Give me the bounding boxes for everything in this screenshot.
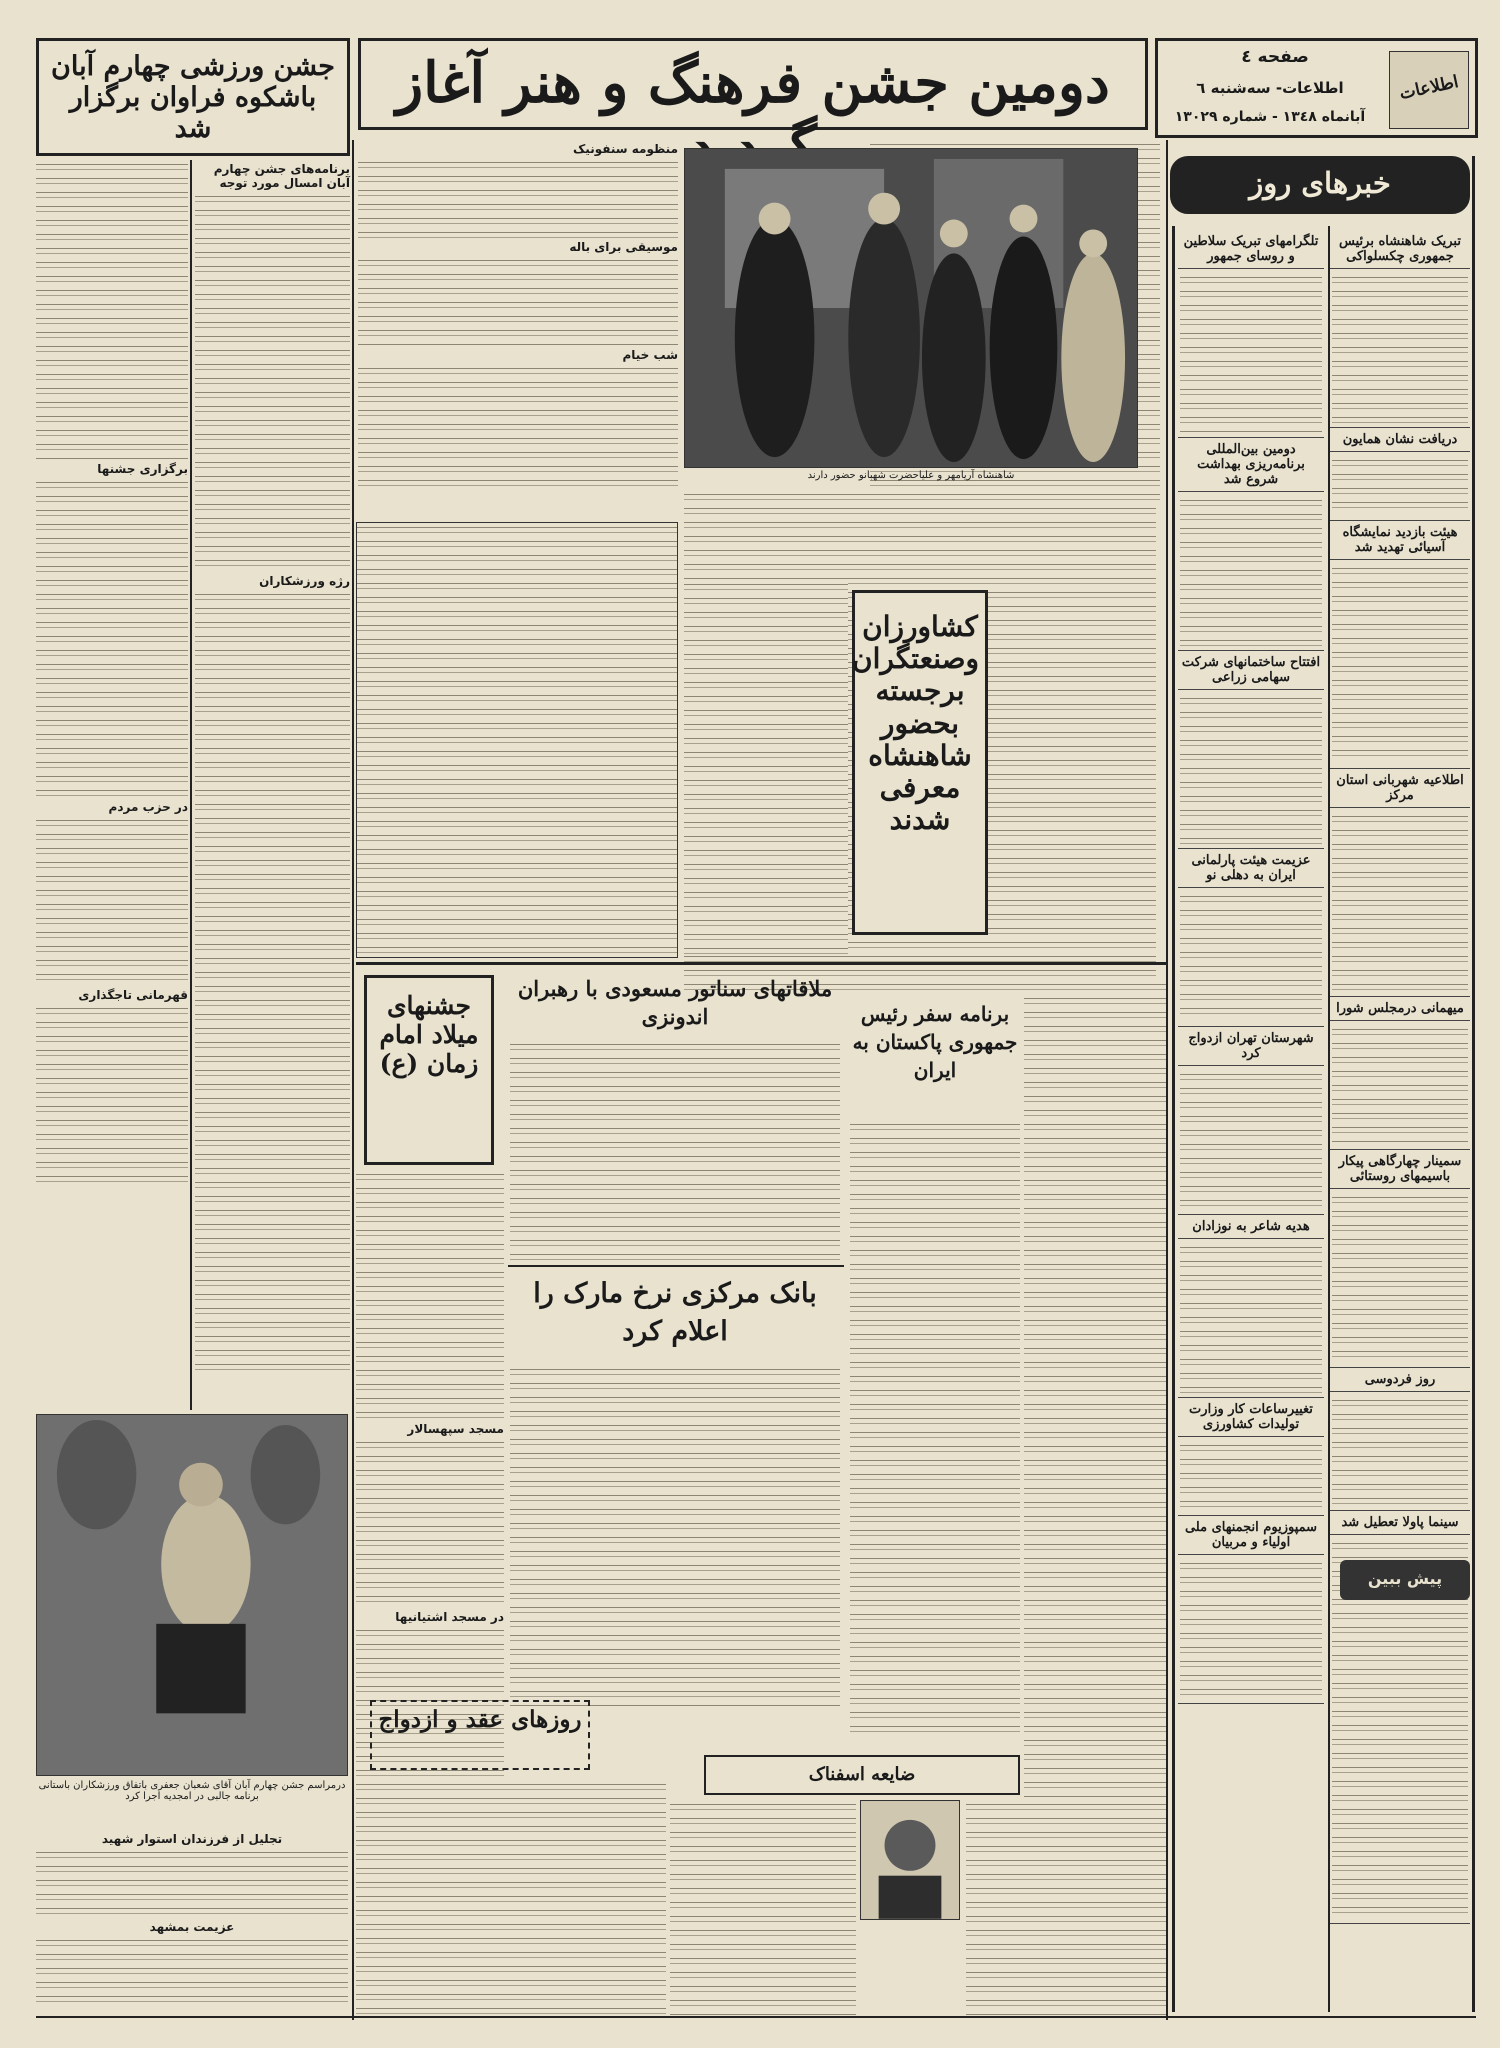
news-item: تغییرساعات کار وزارت تولیدات کشاورزی bbox=[1178, 1398, 1324, 1437]
sports-subhead-2: برگزاری جشنها bbox=[97, 462, 188, 476]
obituary-photo bbox=[860, 1800, 960, 1920]
pakistan-article-right bbox=[1024, 980, 1168, 1800]
news-header: خبرهای روز bbox=[1249, 166, 1391, 200]
news-item: میهمانی درمجلس شورا bbox=[1330, 997, 1470, 1021]
main-headline: دومین جشن فرهنگ و هنر آغاز bbox=[396, 50, 1110, 116]
marriage-box bbox=[370, 1700, 590, 1770]
news-col-left bbox=[1178, 226, 1324, 2012]
news-item: تلگرامهای تبریک سلاطین و روسای جمهور bbox=[1178, 230, 1324, 269]
wrestler-figure bbox=[37, 1415, 347, 1775]
subhead-sepahsalar-mosque: مسجد سپهسالار bbox=[407, 1422, 504, 1436]
news-right-headlines bbox=[1330, 230, 1470, 1924]
farmers-article-2 bbox=[684, 580, 848, 955]
news-item: هیئت بازدید نمایشگاه آسیائی تهدید شد bbox=[1330, 521, 1470, 560]
news-item: دریافت نشان همایون bbox=[1330, 428, 1470, 452]
sports-article-col2 bbox=[36, 160, 188, 1410]
pakistan-headline: برنامه سفر رئیس جمهوری پاکستان به ایران bbox=[852, 1002, 1018, 1082]
newspaper-logo bbox=[1389, 51, 1469, 129]
marriage-article bbox=[356, 1780, 666, 2015]
pakistan-article bbox=[850, 1120, 1020, 1740]
news-item: عزیمت هیئت پارلمانی ایران به دهلی نو bbox=[1178, 849, 1324, 888]
news-item: سمینار چهارگاهی پیکار باسیمهای روستائی bbox=[1330, 1150, 1470, 1189]
bank-headline: بانک مرکزی نرخ مارک را اعلام کرد bbox=[533, 1278, 817, 1347]
sports-article-col1 bbox=[195, 160, 350, 1420]
news-col-right bbox=[1330, 226, 1470, 2012]
mashhad-departure-headline: عزیمت بمشهد bbox=[149, 1920, 235, 1934]
farmers-article bbox=[356, 522, 678, 958]
news-item: روز فردوسی bbox=[1330, 1368, 1470, 1392]
main-headline-box bbox=[358, 38, 1148, 130]
news-item: هدیه شاعر به نوزادان bbox=[1178, 1215, 1324, 1239]
ceremony-photo-caption: شاهنشاه آریامهر و علیاحضرت شهبانو حضور دارند bbox=[807, 470, 1015, 481]
news-item: تبریک شاهنشاه برئیس جمهوری چکسلواکی bbox=[1330, 230, 1470, 269]
marriage-headline: روزهای عقد و ازدواج bbox=[378, 1706, 582, 1733]
portrait-icon bbox=[861, 1801, 959, 1919]
news-item: اطلاعیه شهربانی استان مرکز bbox=[1330, 769, 1470, 808]
news-item: سمپوزیوم انجمنهای ملی اولیاء و مربیان bbox=[1178, 1516, 1324, 1555]
sports-photo-caption: درمراسم جشن چهارم آبان آقای شعبان جعفری باتفاق ورزشکاران باستانی برنامه جالبی در امجدیه اجرا کرد bbox=[38, 1780, 346, 1802]
issue-line: اطلاعات- سه‌شنبه ٦ bbox=[1196, 79, 1344, 97]
sports-headline-box bbox=[36, 38, 350, 156]
news-item: دومین بین‌المللی برنامه‌ریزی بهداشت شروع شد bbox=[1178, 438, 1324, 492]
martyr-children-headline: تجلیل از فرزندان استوار شهید bbox=[101, 1832, 283, 1846]
sports-photo bbox=[36, 1414, 348, 1776]
sports-subhead-3: در حزب مردم bbox=[108, 800, 188, 814]
obituary-article bbox=[670, 1800, 856, 2015]
logo-text: اطلاعات bbox=[1397, 72, 1461, 104]
news-header-box bbox=[1170, 156, 1470, 214]
date-line: آبانماه ۱۳٤۸ - شماره ۱۳۰۲۹ bbox=[1174, 109, 1366, 125]
page-number: صفحه ٤ bbox=[1241, 47, 1309, 67]
bank-article bbox=[510, 1365, 840, 1710]
obituary-article-right bbox=[966, 1800, 1166, 2015]
milad-box bbox=[364, 975, 494, 1165]
masthead-box bbox=[1155, 38, 1478, 138]
sports-subhead-4: قهرمانی تاجگذاری bbox=[78, 988, 188, 1002]
senator-headline: ملاقاتهای سناتور مسعودی با رهبران اندونزی bbox=[517, 976, 833, 1029]
sports-subhead-1: برنامه‌های جشن چهارم آبان امسال مورد توجه bbox=[213, 162, 350, 190]
sports-headline: جشن ورزشی چهارم آبان باشکوه فراوان برگزار شد bbox=[51, 51, 335, 145]
obituary-headline: ضایعه اسفناک bbox=[808, 1764, 916, 1785]
senator-article bbox=[510, 1040, 840, 1260]
subhead-khayyam-night: شب خیام bbox=[622, 348, 678, 362]
subhead-ballet-music: موسیقی برای باله bbox=[569, 240, 678, 254]
ceremony-photo-figures bbox=[685, 149, 1137, 467]
farmers-box bbox=[852, 590, 988, 935]
news-item: شهرستان تهران ازدواج کرد bbox=[1178, 1027, 1324, 1066]
subhead-symphonic: منظومه سنفونیک bbox=[573, 142, 678, 156]
sports-subhead-5: رژه ورزشکاران bbox=[259, 574, 350, 588]
sports-bottom bbox=[36, 1830, 348, 2020]
subhead-ashtiani-mosque: در مسجد اشتیانیها bbox=[395, 1610, 504, 1624]
news-item: افتتاح ساختمانهای شرکت سهامی زراعی bbox=[1178, 651, 1324, 690]
advertisement-box bbox=[1340, 1560, 1470, 1600]
news-item: سینما پاولا تعطیل شد bbox=[1330, 1511, 1470, 1535]
obituary-box bbox=[704, 1755, 1020, 1795]
milad-headline: جشنهای میلاد امام زمان (ع) bbox=[379, 991, 479, 1078]
ceremony-photo bbox=[684, 148, 1138, 468]
main-article-columns bbox=[358, 140, 678, 510]
advertisement-text: پیش ببین bbox=[1367, 1569, 1443, 1588]
farmers-headline: کشاورزان وصنعتگران برجسته بحضور شاهنشاه معرفی شدند bbox=[852, 610, 979, 837]
